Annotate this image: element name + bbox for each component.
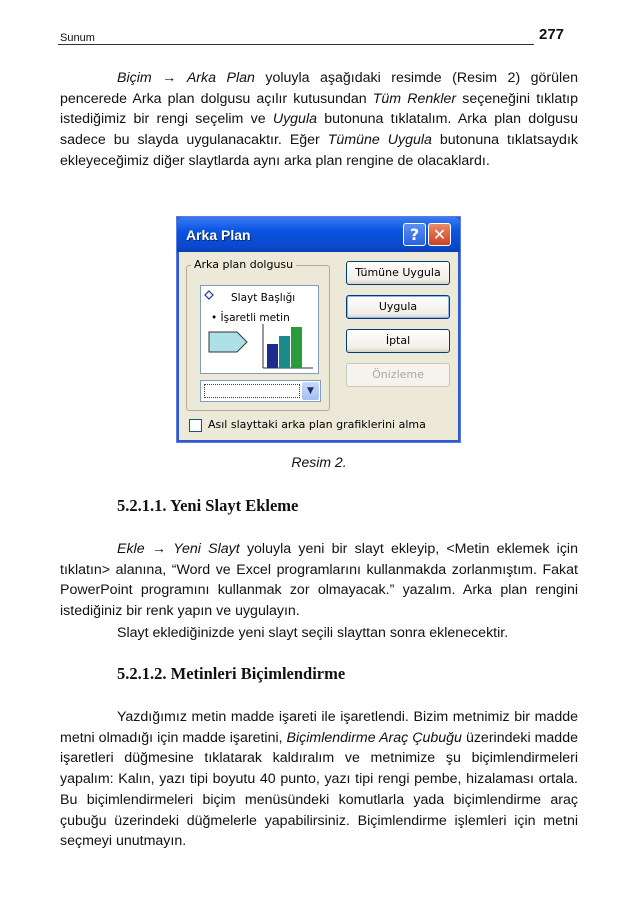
arka-plan-dialog [176,216,461,443]
section1-note: Slayt eklediğinizde yeni slayt seçili slayttan sonra eklenecektir. [117,625,509,641]
preview-bullet-text: • İşaretli metin [211,312,290,324]
preview-pentagon-shape [209,332,247,352]
section2-paragraph [60,707,578,852]
section2-em-toolbar: Biçimlendirme Araç Çubuğu [286,729,462,746]
omit-master-graphics-label[interactable]: Asıl slayttaki arka plan grafiklerini alma [208,418,426,431]
apply-all-button[interactable]: Tümüne Uygula [346,261,450,285]
dropdown-arrow-button[interactable] [302,382,319,400]
background-fill-label: Arka plan dolgusu [191,258,296,271]
intro-paragraph [60,68,578,172]
fill-color-dropdown[interactable] [200,380,321,402]
section1-text: yoluyla yeni bir slayt ekleyip, <Metin eklemek için tıklatın> alanına, “Word ve Excel programlarını kullanmakda zorlanmıştım. Fakat PowerPoint programını kullanmak zor olmayacak.” yazalım. Arka plan rengini istediğiniz bir renk yapın ve uygulayın. [60,541,578,620]
preview-slide-title: Slayt Başlığı [231,292,296,304]
intro-text-2: seçeneğini tıklatıp istediğimiz bir rengi seçelim ve [60,90,578,128]
help-button[interactable] [403,223,426,246]
close-button[interactable] [428,223,451,246]
cancel-button[interactable]: İptal [346,329,450,353]
section-heading-metinleri: 5.2.1.2. Metinleri Biçimlendirme [117,664,346,683]
path-arrow: → [162,70,177,86]
figure-caption: Resim 2. [291,454,347,470]
intro-em-tumune-uygula: Tümüne Uygula [327,132,432,149]
help-icon: ? [409,225,420,244]
dialog-title: Arka Plan [186,227,251,243]
page-number: 277 [539,26,565,43]
intro-em-uygula: Uygula [272,111,317,128]
preview-bar-blue [267,344,278,368]
running-header: Sunum [60,32,95,44]
intro-em-tum-renkler: Tüm Renkler [372,90,457,107]
intro-text-4: butonuna tıklatsaydık ekleyeceğimiz diğer slaytlarda aynı arka plan rengine de olacaklardı. [60,132,578,169]
preview-diamond-icon [205,291,213,299]
dialog-titlebar[interactable] [177,217,460,252]
menu-path-arka-plan: Arka Plan [186,70,255,86]
section-heading-yeni-slayt: 5.2.1.1. Yeni Slayt Ekleme [117,496,299,515]
apply-button[interactable]: Uygula [346,295,450,319]
section2-text-1: Yazdığımız metin madde işareti ile işaretlendi. Bizim metnimiz bir madde metni olmadığı için madde işaretini, [60,709,578,746]
intro-text-1: yoluyla aşağıdaki resimde (Resim 2) görülen pencerede Arka plan dolgusu açılır kutusundan [60,70,578,107]
section1-paragraph [60,539,578,622]
path-arrow-2: → [151,541,167,557]
preview-bar-green [291,327,302,368]
preview-bar-teal [279,336,290,368]
dropdown-value [204,384,300,398]
menu-path-bicim: Biçim [117,70,152,86]
close-icon: ✕ [432,225,447,244]
preview-button[interactable]: Önizleme [346,363,450,387]
intro-text-3: butonuna tıklatalım. Arka plan dolgusu sadece bu slayda uygulanacaktır. Eğer [60,111,578,149]
menu-path-yeni-slayt: Yeni Slayt [173,541,240,557]
omit-master-graphics-checkbox[interactable] [189,419,202,432]
section2-text-2: üzerindeki madde işaretleri düğmesine tıklatarak kaldıralım ve metnimize şu biçimlendirmeleri yapalım: Kalın, yazı tipi boyutu 40 punto, yazı tipi rengi pembe, hizalaması ortala. Bu biçimlendirmeleri biçim menüsündeki komutlarla yada biçimlendirme araç çubuğu üzerindeki düğmelerle yapabilirsiniz. Biçimlendirme işlemleri için metni seçmeyi unutmayın. [60,729,578,850]
menu-path-ekle: Ekle [117,541,145,557]
chevron-down-icon: ▼ [307,386,314,396]
header-rule [58,44,534,45]
slide-preview [200,285,319,374]
